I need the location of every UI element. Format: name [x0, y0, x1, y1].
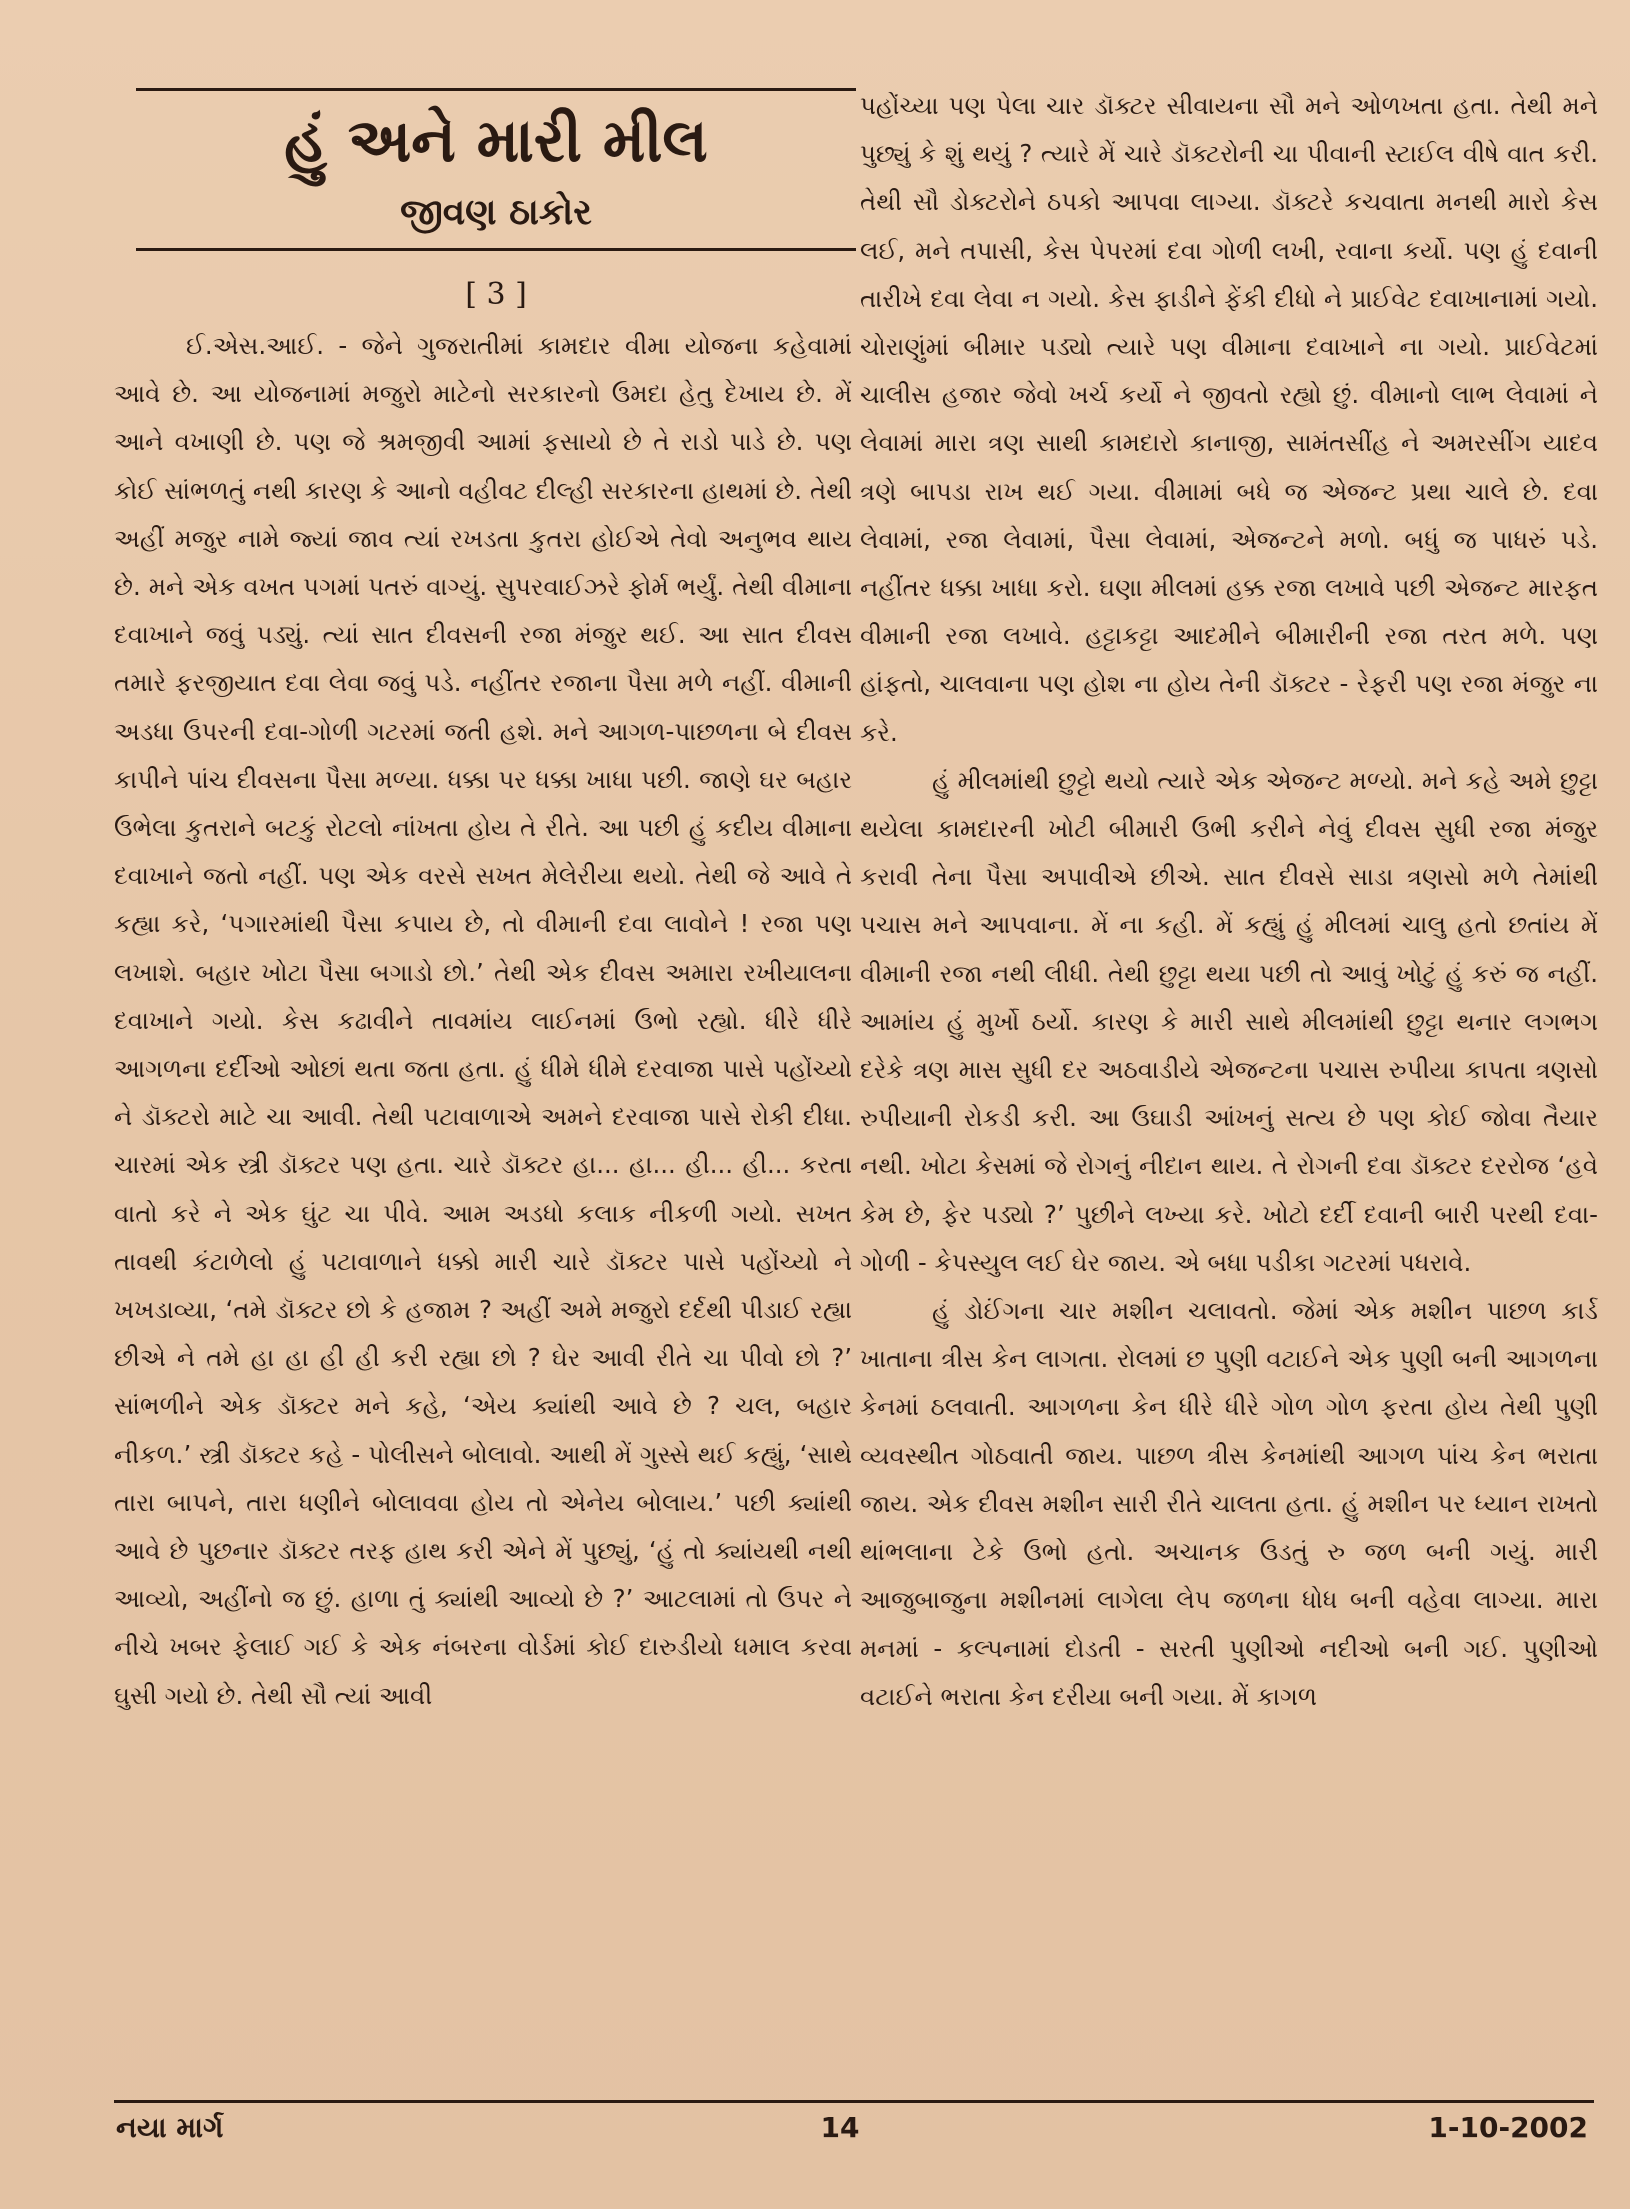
footer-page-number: 14 [820, 2111, 860, 2144]
article-author: જીવણ ઠાકોર [400, 192, 592, 233]
article-title: હું અને મારી મીલ [284, 106, 708, 176]
paragraph: પહોંચ્યા પણ પેલા ચાર ડૉક્ટર સીવાયના સૌ મને ઓળખતા હતા. તેથી મને પુછ્યું કે શું થયું ? ત્યારે મેં ચારે ડૉક્ટરોની ચા પીવાની સ્ટાઈલ વીષે વાત કરી. તેથી સૌ ડોક્ટરોને ઠપકો આપવા લાગ્યા. ડૉક્ટરે કચવાતા મનથી મારો કેસ લઈ, મને તપાસી, કેસ પેપરમાં દવા ગોળી લખી, રવાના કર્યો. પણ હું દવાની તારીખે દવા લેવા ન ગયો. કેસ ફાડીને ફેંકી દીધો ને પ્રાઈવેટ દવાખાનામાં ગયો. ચોરાણુંમાં બીમાર પડ્યો ત્યારે પણ વીમાના દવાખાને ના ગયો. પ્રાઈવેટમાં ચાલીસ હજાર જેવો ખર્ચ કર્યો ને જીવતો રહ્યો છું. વીમાનો લાભ લેવામાં ને લેવામાં મારા ત્રણ સાથી કામદારો કાનાજી, સામંતસીંહ ને અમરસીંગ યાદવ ત્રણે બાપડા રાખ થઈ ગયા. વીમામાં બધે જ એજન્ટ પ્રથા ચાલે છે. દવા લેવામાં, રજા લેવામાં, પૈસા લેવામાં, એજન્ટને મળો. બધું જ પાધરું પડે. નહીંતર ધક્કા ખાધા કરો. ઘણા મીલમાં હક્ક રજા લખાવે પછી એજન્ટ મારફત વીમાની રજા લખાવે. હટ્ટાકટ્ટા આદમીને બીમારીની રજા તરત મળે. પણ હાંફતો, ચાલવાના પણ હોશ ના હોય તેની ડૉક્ટર - રેફરી પણ રજા મંજુર ના કરે. [860, 91, 1598, 747]
paragraph: હું મીલમાંથી છુટ્ટો થયો ત્યારે એક એજન્ટ મળ્યો. મને કહે અમે છુટ્ટા થયેલા કામદારની ખોટી બીમારી ઉભી કરીને નેવું દીવસ સુધી રજા મંજુર કરાવી તેના પૈસા અપાવીએ છીએ. સાત દીવસે સાડા ત્રણસો મળે તેમાંથી પચાસ મને આપવાના. મેં ના કહી. મેં કહ્યું હું મીલમાં ચાલુ હતો છતાંય મેં વીમાની રજા નથી લીધી. તેથી છુટ્ટા થયા પછી તો આવું ખોટું હું કરું જ નહીં. આમાંય હું મુર્ખો ઠર્યો. કારણ કે મારી સાથે મીલમાંથી છુટ્ટા થનાર લગભગ દરેકે ત્રણ માસ સુધી દર અઠવાડીયે એજન્ટના પચાસ રુપીયા કાપતા ત્રણસો રુપીયાની રોકડી કરી. આ ઉઘાડી આંખનું સત્ય છે પણ કોઈ જોવા તૈયાર નથી. ખોટા કેસમાં જે રોગનું નીદાન થાય. તે રોગની દવા ડૉક્ટર દરરોજ ‘હવે કેમ છે, ફેર પડ્યો ?’ પુછીને લખ્યા કરે. ખોટો દર્દી દવાની બારી પરથી દવા-ગોળી - કેપસ્યુલ લઈ ઘેર જાય. એ બધા પડીકા ગટરમાં પધરાવે. [860, 765, 1598, 1277]
footer-magazine-name: નયા માર્ગ [116, 2111, 224, 2144]
top-rule [136, 88, 856, 91]
title-rule [136, 248, 856, 251]
footer-rule [114, 2100, 1594, 2103]
paragraph: ઈ.એસ.આઈ. - જેને ગુજરાતીમાં કામદાર વીમા યોજના કહેવામાં આવે છે. આ યોજનામાં મજુરો માટેનો સરકારનો ઉમદા હેતુ દેખાય છે. મેં આને વખાણી છે. પણ જે શ્રમજીવી આમાં ફસાયો છે તે રાડો પાડે છે. પણ કોઈ સાંભળતું નથી કારણ કે આનો વહીવટ દીલ્હી સરકારના હાથમાં છે. તેથી અહીં મજુર નામે જ્યાં જાવ ત્યાં રખડતા કુતરા હોઈએ તેવો અનુભવ થાય છે. મને એક વખત પગમાં પતરું વાગ્યું. સુપરવાઈઝરે ફોર્મ ભર્યું. તેથી વીમાના દવાખાને જવું પડ્યું. ત્યાં સાત દીવસની રજા મંજુર થઈ. આ સાત દીવસ તમારે ફરજીયાત દવા લેવા જવું પડે. નહીંતર રજાના પૈસા મળે નહીં. વીમાની અડધા ઉપરની દવા-ગોળી ગટરમાં જતી હશે. મને આગળ-પાછળના બે દીવસ કાપીને પાંચ દીવસના પૈસા મળ્યા. ધક્કા પર ધક્કા ખાધા પછી. જાણે ઘર બહાર ઉભેલા કુતરાને બટકું રોટલો નાંખતા હોય તે રીતે. આ પછી હું કદીય વીમાના દવાખાને જતો નહીં. પણ એક વરસે સખત મેલેરીયા થયો. તેથી જે આવે તે કહ્યા કરે, ‘પગારમાંથી પૈસા કપાય છે, તો વીમાની દવા લાવોને ! રજા પણ લખાશે. બહાર ખોટા પૈસા બગાડો છો.’ તેથી એક દીવસ અમારા રખીયાલના દવાખાને ગયો. કેસ કઢાવીને તાવમાંય લાઈનમાં ઉભો રહ્યો. ધીરે ધીરે આગળના દર્દીઓ ઓછાં થતા જતા હતા. હું ધીમે ધીમે દરવાજા પાસે પહોંચ્યો ને ડૉક્ટરો માટે ચા આવી. તેથી પટાવાળાએ અમને દરવાજા પાસે રોકી દીધા. ચારમાં એક સ્ત્રી ડૉક્ટર પણ હતા. ચારે ડૉક્ટર હા... હા... હી... હી... કરતા વાતો કરે ને એક ઘુંટ ચા પીવે. આમ અડધો કલાક નીકળી ગયો. સખત તાવથી કંટાળેલો હું પટાવાળાને ધક્કો મારી ચારે ડૉક્ટર પાસે પહોંચ્યો ને ખખડાવ્યા, ‘તમે ડૉક્ટર છો કે હજામ ? અહીં અમે મજુરો દર્દથી પીડાઈ રહ્યા છીએ ને તમે હા હા હી હી કરી રહ્યા છો ? ઘેર આવી રીતે ચા પીવો છો ?’ સાંભળીને એક ડૉક્ટર મને કહે, ‘એય ક્યાંથી આવે છે ? ચલ, બહાર નીકળ.’ સ્ત્રી ડૉક્ટર કહે - પોલીસને બોલાવો. આથી મેં ગુસ્સે થઈ કહ્યું, ‘સાથે તારા બાપને, તારા ધણીને બોલાવવા હોય તો એનેય બોલાય.’ પછી ક્યાંથી આવે છે પુછનાર ડૉક્ટર તરફ હાથ કરી એને મેં પુછ્યું, ‘હું તો ક્યાંયથી નથી આવ્યો, અહીંનો જ છું. હાળા તું ક્યાંથી આવ્યો છે ?’ આટલામાં તો ઉપર ને નીચે ખબર ફેલાઈ ગઈ કે એક નંબરના વોર્ડમાં કોઈ દારુડીયો ધમાલ કરવા ઘુસી ગયો છે. તેથી સૌ ત્યાં આવી [114, 331, 852, 1710]
text-column-left [114, 322, 852, 1720]
article-part-number: [ 3 ] [465, 277, 527, 312]
footer-date: 1-10-2002 [1428, 2111, 1588, 2144]
text-column-right [860, 82, 1598, 1721]
paragraph: હું ડોઈંગના ચાર મશીન ચલાવતો. જેમાં એક મશીન પાછળ કાર્ડ ખાતાના ત્રીસ કેન લાગતા. રોલમાં છ પુણી વટાઈને એક પુણી બની આગળના કેનમાં ઠલવાતી. આગળના કેન ધીરે ધીરે ગોળ ગોળ ફરતા હોય તેથી પુણી વ્યવસ્થીત ગોઠવાતી જાય. પાછળ ત્રીસ કેનમાંથી આગળ પાંચ કેન ભરાતા જાય. એક દીવસ મશીન સારી રીતે ચાલતા હતા. હું મશીન પર ધ્યાન રાખતો થાંભલાના ટેકે ઉભો હતો. અચાનક ઉડતું રુ જળ બની ગયું. મારી આજુબાજુના મશીનમાં લાગેલા લેપ જળના ધોધ બની વહેવા લાગ્યા. મારા મનમાં - કલ્પનામાં દોડતી - સરતી પુણીઓ નદીઓ બની ગઈ. પુણીઓ વટાઈને ભરાતા કેન દરીયા બની ગયા. મેં કાગળ [860, 1296, 1598, 1711]
